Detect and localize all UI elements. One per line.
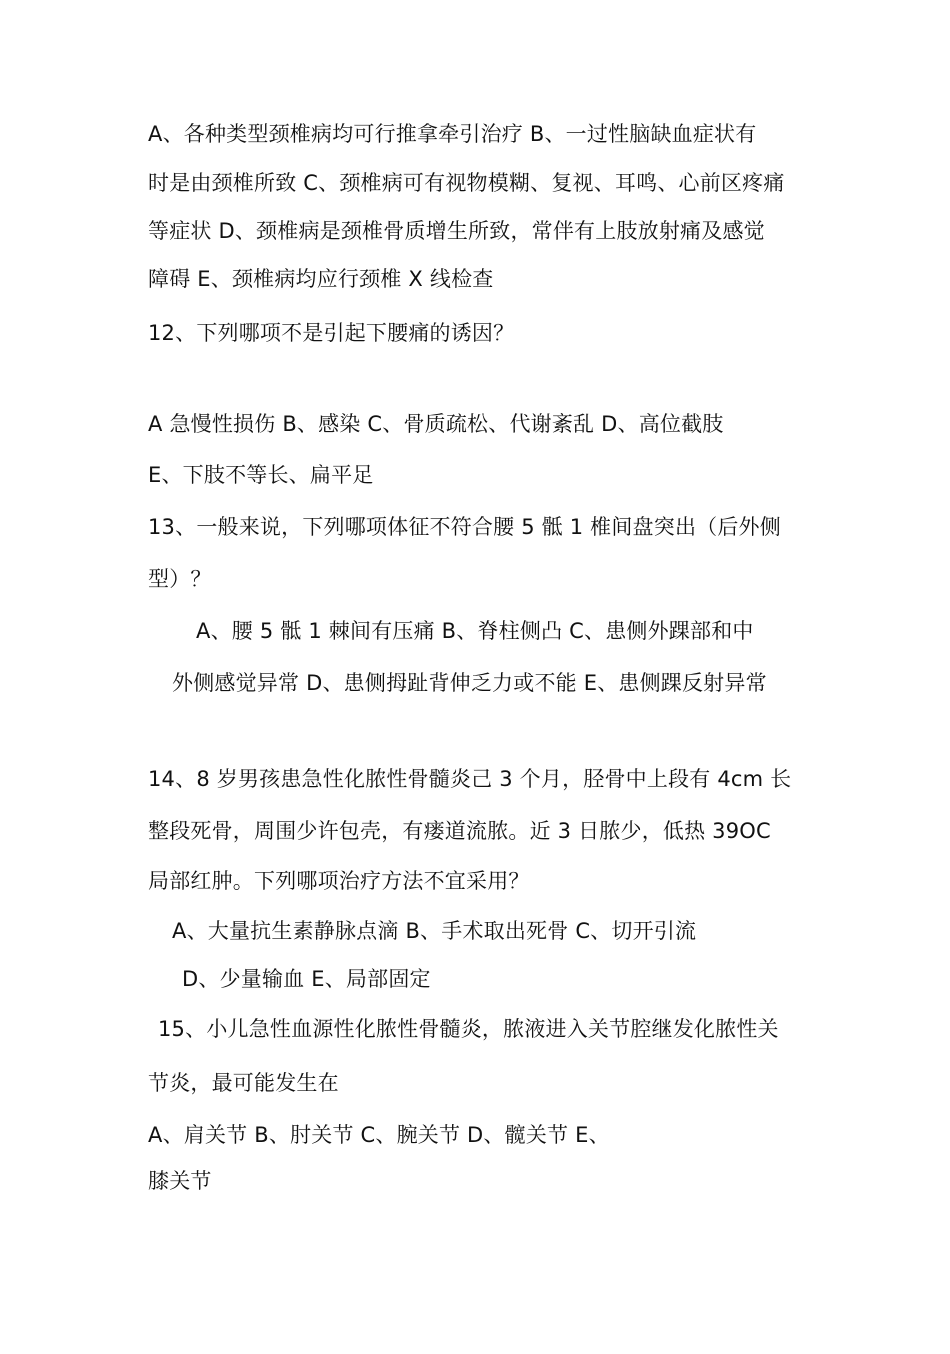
q14-question-line-3: 局部红肿。下列哪项治疗方法不宜采用？	[148, 869, 530, 893]
q14-question-line-2: 整段死骨，周围少许包壳，有瘘道流脓。近 3 日脓少，低热 39OC	[148, 819, 771, 843]
q12-options-line-2: E、下肢不等长、扁平足	[148, 463, 374, 487]
q12-options-line-1: A 急慢性损伤 B、感染 C、骨质疏松、代谢紊乱 D、高位截肢	[148, 412, 724, 436]
q11-options-line-4: 障碍 E、颈椎病均应行颈椎 X 线检查	[148, 267, 494, 291]
q11-options-line-3: 等症状 D、颈椎病是颈椎骨质增生所致，常伴有上肢放射痛及感觉	[148, 219, 765, 243]
q13-question-line-2: 型）？	[148, 567, 212, 591]
q14-options-line-2: D、少量输血 E、局部固定	[182, 967, 431, 991]
q11-options-line-2: 时是由颈椎所致 C、颈椎病可有视物模糊、复视、耳鸣、心前区疼痛	[148, 171, 785, 195]
q15-options-line-2: 膝关节	[148, 1169, 212, 1193]
q14-options-line-1: A、大量抗生素静脉点滴 B、手术取出死骨 C、切开引流	[172, 919, 697, 943]
q15-question-line-2: 节炎，最可能发生在	[148, 1071, 339, 1095]
q13-options-line-1: A、腰 5 骶 1 棘间有压痛 B、脊柱侧凸 C、患侧外踝部和中	[196, 619, 754, 643]
q14-question-line-1: 14、8 岁男孩患急性化脓性骨髓炎己 3 个月，胫骨中上段有 4cm 长	[148, 767, 792, 791]
q15-options-line-1: A、肩关节 B、肘关节 C、腕关节 D、髋关节 E、	[148, 1123, 610, 1147]
q13-question-line-1: 13、一般来说，下列哪项体征不符合腰 5 骶 1 椎间盘突出（后外侧	[148, 515, 781, 539]
q15-question-line-1: 15、小儿急性血源性化脓性骨髓炎，脓液进入关节腔继发化脓性关	[158, 1017, 779, 1041]
q11-options-line-1: A、各种类型颈椎病均可行推拿牵引治疗 B、一过性脑缺血症状有	[148, 122, 757, 146]
q12-question: 12、下列哪项不是引起下腰痛的诱因？	[148, 321, 515, 345]
q13-options-line-2: 外侧感觉异常 D、患侧拇趾背伸乏力或不能 E、患侧踝反射异常	[172, 671, 767, 695]
